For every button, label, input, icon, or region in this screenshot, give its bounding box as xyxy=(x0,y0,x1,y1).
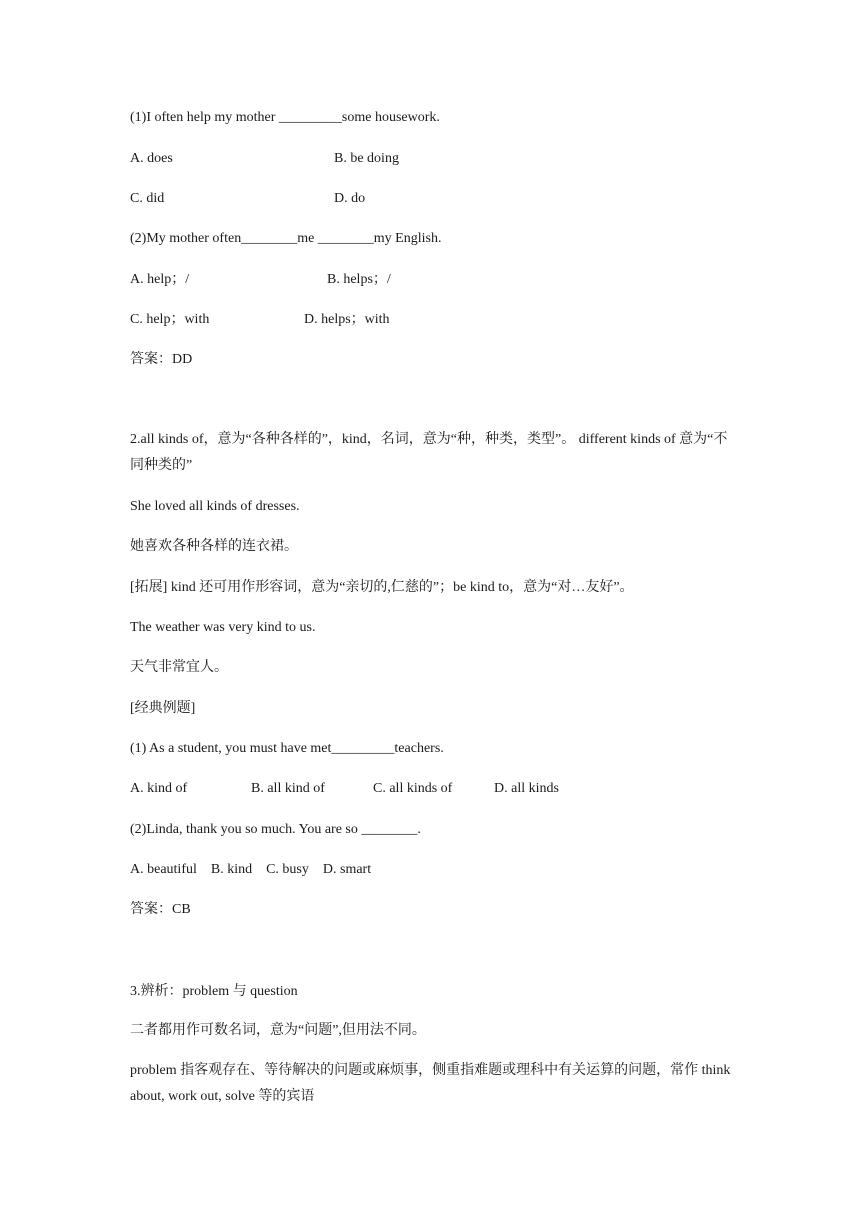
question-2-1: (1) As a student, you must have met_________teachers. xyxy=(130,741,444,756)
section-2-heading: 2.all kinds of，意为“各种各样的”，kind，名词，意为“种，种类，类型”。 different kinds of 意为“不同种类的” xyxy=(130,432,728,473)
problem-explanation: problem 指客观存在、等待解决的问题或麻烦事，侧重指难题或理科中有关运算的问题，常作 think about, work out, solve 等的宾语 xyxy=(130,1063,731,1104)
option-d: D. do xyxy=(334,191,366,206)
answer-2: 答案：CB xyxy=(130,902,191,917)
section-3-intro: 二者都用作可数名词，意为“问题”,但用法不同。 xyxy=(130,1023,426,1038)
option-d: D. helps；with xyxy=(304,312,390,327)
option-b: B. be doing xyxy=(334,151,399,166)
option-b: B. all kind of xyxy=(251,781,325,796)
question-1-2: (2)My mother often________me ________my English. xyxy=(130,231,442,246)
section-3-heading: 3.辨析：problem 与 question xyxy=(130,984,298,999)
example-sentence-en: She loved all kinds of dresses. xyxy=(130,499,300,514)
example-sentence-zh: 天气非常宜人。 xyxy=(130,660,228,675)
option-a: A. kind of xyxy=(130,781,188,796)
example-sentence-en: The weather was very kind to us. xyxy=(130,620,316,635)
option-c: C. did xyxy=(130,191,165,206)
question-1-1: (1)I often help my mother _________some housework. xyxy=(130,110,440,125)
options-row: A. beautiful B. kind C. busy D. smart xyxy=(130,862,372,877)
classic-example-label: [经典例题] xyxy=(130,701,196,716)
option-a: A. does xyxy=(130,151,173,166)
option-b: B. helps；/ xyxy=(327,272,391,287)
question-2-2: (2)Linda, thank you so much. You are so ________. xyxy=(130,822,421,837)
answer-1: 答案：DD xyxy=(130,352,193,367)
extension-note: [拓展] kind 还可用作形容词，意为“亲切的,仁慈的”；be kind to，意为“对…友好”。 xyxy=(130,580,634,595)
option-c: C. help；with xyxy=(130,312,210,327)
option-d: D. all kinds xyxy=(494,781,559,796)
option-c: C. all kinds of xyxy=(373,781,453,796)
option-a: A. help；/ xyxy=(130,272,190,287)
example-sentence-zh: 她喜欢各种各样的连衣裙。 xyxy=(130,539,298,554)
